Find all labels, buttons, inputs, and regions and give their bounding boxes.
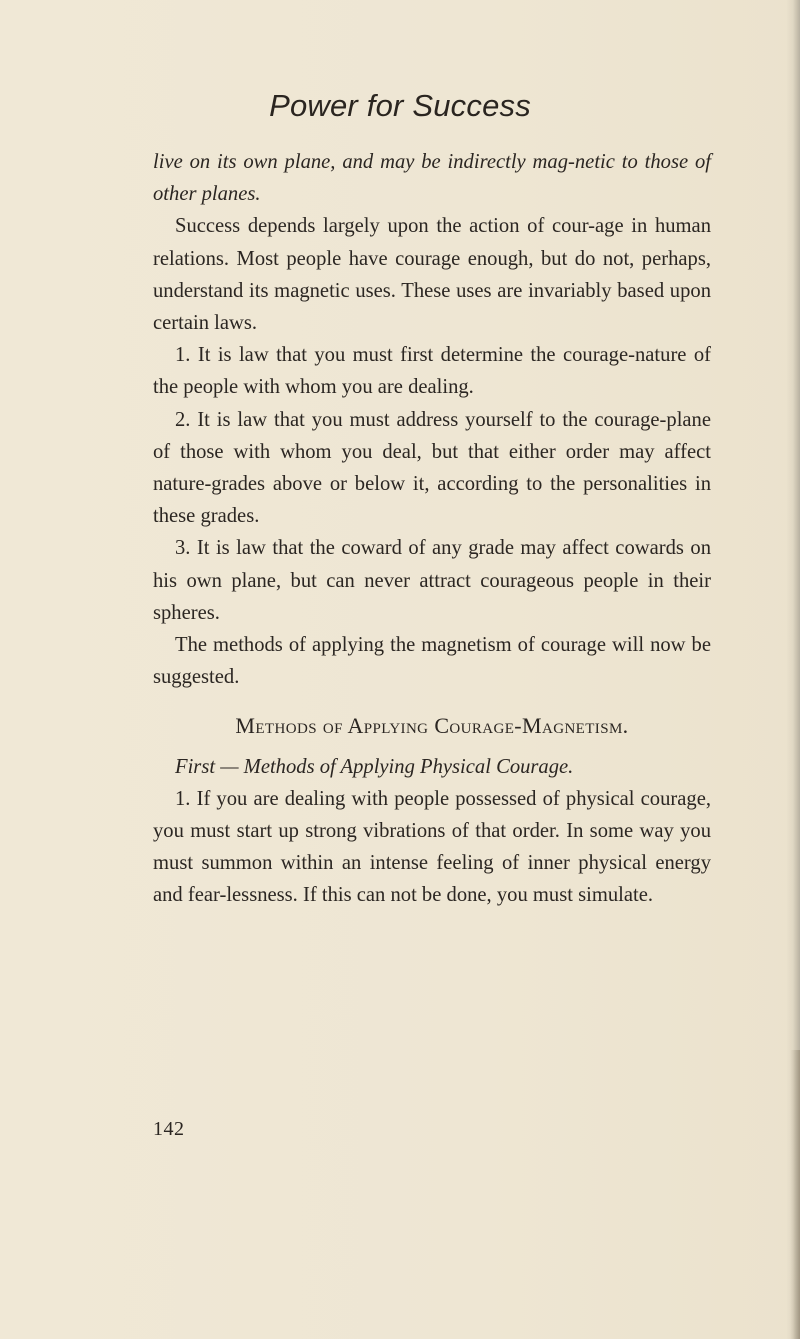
methods-intro-paragraph: The methods of applying the magnetism of courage will now be suggested. xyxy=(153,634,711,689)
method-1-paragraph: 1. If you are dealing with people possessed of physical courage, you must start up strong vibrations of that order. In some way you must summon within an intense feeling of inner physical energy and fear-lessness. If this can not be done, you must simulate. xyxy=(153,787,711,907)
page-edge-stain xyxy=(790,1050,800,1339)
law-1-paragraph: 1. It is law that you must first determine the courage-nature of the people with whom you are dealing. xyxy=(153,344,711,399)
section-heading: Methods of Applying Courage-Magnetism. xyxy=(235,713,629,739)
page-number: 142 xyxy=(153,1118,185,1140)
body-text xyxy=(153,146,711,912)
law-2-paragraph: 2. It is law that you must address yourself to the courage-plane of those with whom you deal, but that either order may affect nature-grades above or below it, according to the personalities in these grades. xyxy=(153,408,711,528)
continuation-text: live on its own plane, and may be indirectly mag-netic to those of other planes. xyxy=(153,151,711,206)
subheading: First — Methods of Applying Physical Courage. xyxy=(175,755,574,778)
paragraph-success: Success depends largely upon the action of cour-age in human relations. Most people have courage enough, but do not, perhaps, understand its magnetic uses. These uses are invariably based upon certain laws. xyxy=(153,215,711,335)
law-3-paragraph: 3. It is law that the coward of any grade may affect cowards on his own plane, but can never attract courageous people in their spheres. xyxy=(153,537,711,624)
running-head: Power for Success xyxy=(269,88,531,123)
